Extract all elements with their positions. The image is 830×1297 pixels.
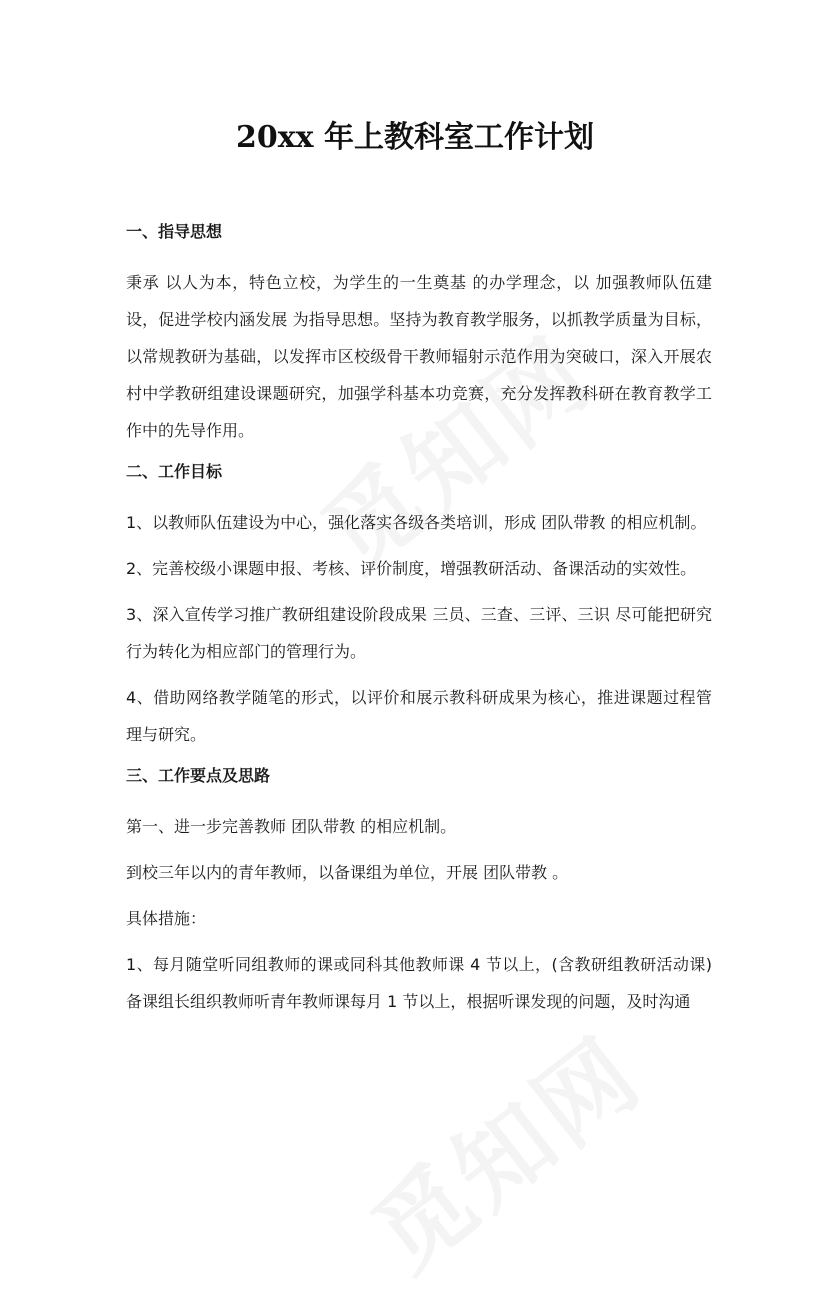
section-heading: 二、工作目标 [126, 462, 223, 481]
paragraph: 秉承 以人为本，特色立校，为学生的一生奠基 的办学理念，以 加强教师队伍建设，促进学校内涵发展 为指导思想。坚持为教育教学服务，以抓教学质量为目标，以常规教研为基础，以发挥市区校级骨干教师辐射示范作用为突破口，深入开展农村中学教研组建设课题研究，加强学科基本功竞赛，充分发挥教科研在教育教学工作中的先导作用。 [126, 273, 712, 440]
paragraph: 1、每月随堂听同组教师的课或同科其他教师课 4 节以上，(含教研组教研活动课) 备课组长组织教师听青年教师课每月 1 节以上，根据听课发现的问题，及时沟通 [126, 955, 712, 1011]
paragraph: 4、借助网络教学随笔的形式，以评价和展示教科研成果为核心，推进课题过程管理与研究。 [126, 688, 712, 744]
section-work-goals [126, 458, 712, 753]
paragraph: 到校三年以内的青年教师，以备课组为单位，开展 团队带教 。 [126, 863, 569, 882]
document-title: 20xx 年上教科室工作计划 [236, 120, 594, 155]
paragraph: 2、完善校级小课题申报、考核、评价制度，增强教研活动、备课活动的实效性。 [126, 559, 697, 578]
section-work-points [126, 762, 712, 1020]
watermark [340, 1000, 665, 1296]
paragraph: 具体措施： [126, 909, 207, 928]
section-heading: 一、指导思想 [126, 222, 223, 241]
paragraph: 第一、进一步完善教师 团队带教 的相应机制。 [126, 817, 457, 836]
paragraph: 3、深入宣传学习推广教研组建设阶段成果 三员、三查、三评、三识 尽可能把研究行为转化为相应部门的管理行为。 [126, 605, 712, 661]
section-heading: 三、工作要点及思路 [126, 766, 271, 785]
section-guiding-ideology [126, 218, 712, 449]
document-body [126, 218, 712, 1029]
paragraph: 1、以教师队伍建设为中心，强化落实各级各类培训，形成 团队带教 的相应机制。 [126, 513, 707, 532]
